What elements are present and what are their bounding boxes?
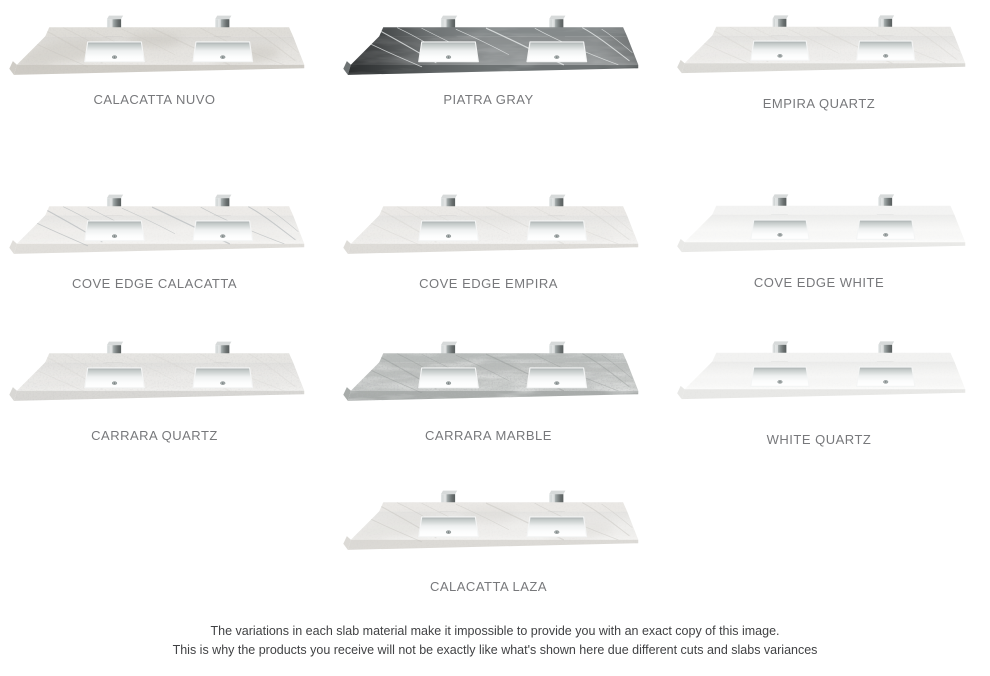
disclaimer-line-2: This is why the products you receive will not be exactly like what's shown here due different cuts and slabs variances xyxy=(172,643,818,657)
swatch-label: COVE EDGE EMPIRA xyxy=(419,276,558,291)
swatch-cove-edge-empira[interactable] xyxy=(336,183,641,291)
swatch-label: CALACATTA NUVO xyxy=(93,92,216,107)
disclaimer-line-1: The variations in each slab material make it impossible to provide you with an exact copy of this image. xyxy=(210,624,780,638)
swatch-cove-edge-white[interactable] xyxy=(670,183,968,290)
countertop-graphic xyxy=(336,183,641,269)
swatch-label: CALACATTA LAZA xyxy=(429,579,548,594)
countertop-graphic xyxy=(2,4,307,90)
countertop-graphic xyxy=(336,4,641,90)
swatch-carrara-quartz[interactable] xyxy=(2,330,307,443)
countertop-graphic xyxy=(2,183,307,269)
disclaimer-text xyxy=(0,622,990,660)
swatch-calacatta-nuvo[interactable] xyxy=(2,4,307,107)
swatch-label: CARRARA QUARTZ xyxy=(91,428,218,443)
swatch-label: WHITE QUARTZ xyxy=(766,432,872,447)
countertop-graphic xyxy=(2,330,307,416)
swatch-piatra-gray[interactable] xyxy=(336,4,641,107)
swatch-label: PIATRA GRAY xyxy=(443,92,534,107)
countertop-graphic xyxy=(670,4,968,88)
swatch-label: CARRARA MARBLE xyxy=(425,428,552,443)
countertop-graphic xyxy=(670,330,968,414)
swatch-white-quartz[interactable] xyxy=(670,330,968,447)
swatch-label: EMPIRA QUARTZ xyxy=(762,96,876,111)
countertop-graphic xyxy=(670,183,968,267)
countertop-graphic xyxy=(336,479,641,565)
swatch-label: COVE EDGE WHITE xyxy=(753,275,885,290)
swatch-empira-quartz[interactable] xyxy=(670,4,968,111)
swatch-label: COVE EDGE CALACATTA xyxy=(71,276,238,291)
countertop-graphic xyxy=(336,330,641,416)
swatch-carrara-marble[interactable] xyxy=(336,330,641,443)
swatch-cove-edge-calacatta[interactable] xyxy=(2,183,307,291)
swatch-calacatta-laza[interactable] xyxy=(336,479,641,594)
